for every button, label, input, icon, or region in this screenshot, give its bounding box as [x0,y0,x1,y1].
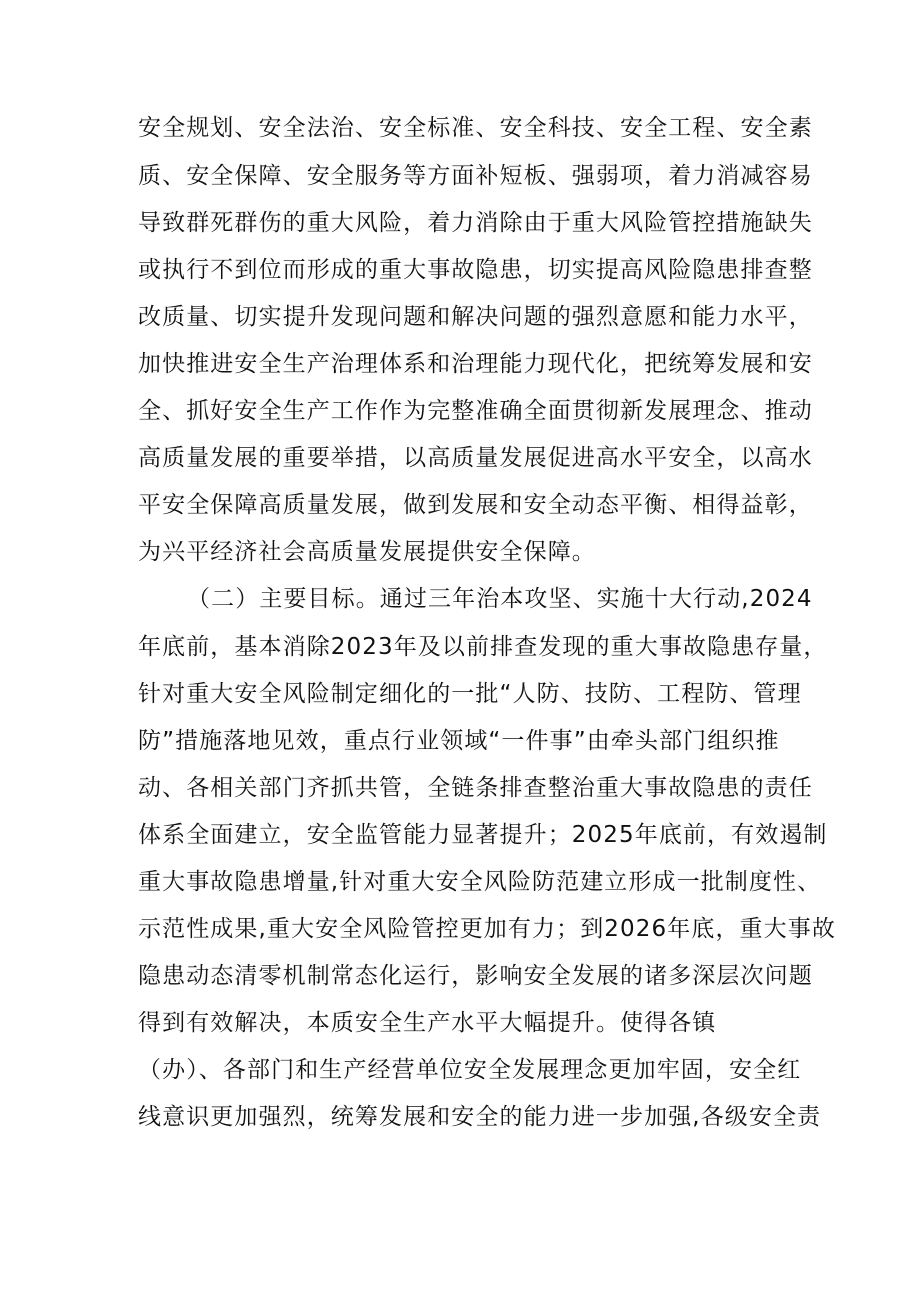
text-line: 得到有效解决，本质安全生产水平大幅提升。使得各镇 [138,1010,717,1036]
text-line: 安全规划、安全法治、安全标准、安全科技、安全工程、安全素 [138,115,813,141]
text-line: 针对重大安全风险制定细化的一批“人防、技防、工程防、管理 [138,681,802,707]
text-line: 线意识更加强烈，统筹发展和安全的能力进一步加强,各级安全责 [138,1104,822,1130]
text-line: 改质量、切实提升发现问题和解决问题的强烈意愿和能力水平， [138,304,813,330]
text-line: 隐患动态清零机制常态化运行，影响安全发展的诸多深层次问题 [138,963,813,989]
text-line: （办）、各部门和生产经营单位安全发展理念更加牢固，安全红 [138,1057,802,1083]
text-line: 动、各相关部门齐抓共管，全链条排查整治重大事故隐患的责任 [138,775,813,801]
paragraph-heading-main-goals: （二）主要目标。通过三年治本攻坚、实施十大行动,2024 [187,586,813,612]
text-line: 体系全面建立，安全监管能力显著提升；2025年底前，有效遏制 [138,822,828,848]
text-line: 导致群死群伤的重大风险，着力消除由于重大风险管控措施缺失 [138,210,813,236]
text-line: 高质量发展的重要举措，以高质量发展促进高水平安全，以高水 [138,445,813,471]
text-line: 加快推进安全生产治理体系和治理能力现代化，把统筹发展和安 [138,351,813,377]
text-line: 质、安全保障、安全服务等方面补短板、强弱项，着力消减容易 [138,163,813,189]
text-line: 年底前，基本消除2023年及以前排查发现的重大事故隐患存量， [138,634,828,660]
text-line: 平安全保障高质量发展，做到发展和安全动态平衡、相得益彰， [138,492,813,518]
text-line: 或执行不到位而形成的重大事故隐患，切实提高风险隐患排查整 [138,257,813,283]
text-line: 示范性成果,重大安全风险管控更加有力；到2026年底，重大事故 [138,916,836,942]
text-line: 全、抓好安全生产工作作为完整准确全面贯彻新发展理念、推动 [138,398,813,424]
text-line: 重大事故隐患增量,针对重大安全风险防范建立形成一批制度性、 [138,869,822,895]
text-line: 为兴平经济社会高质量发展提供安全保障。 [138,539,596,565]
text-line: 防”措施落地见效，重点行业领域“一件事”由牵头部门组织推 [138,728,780,754]
